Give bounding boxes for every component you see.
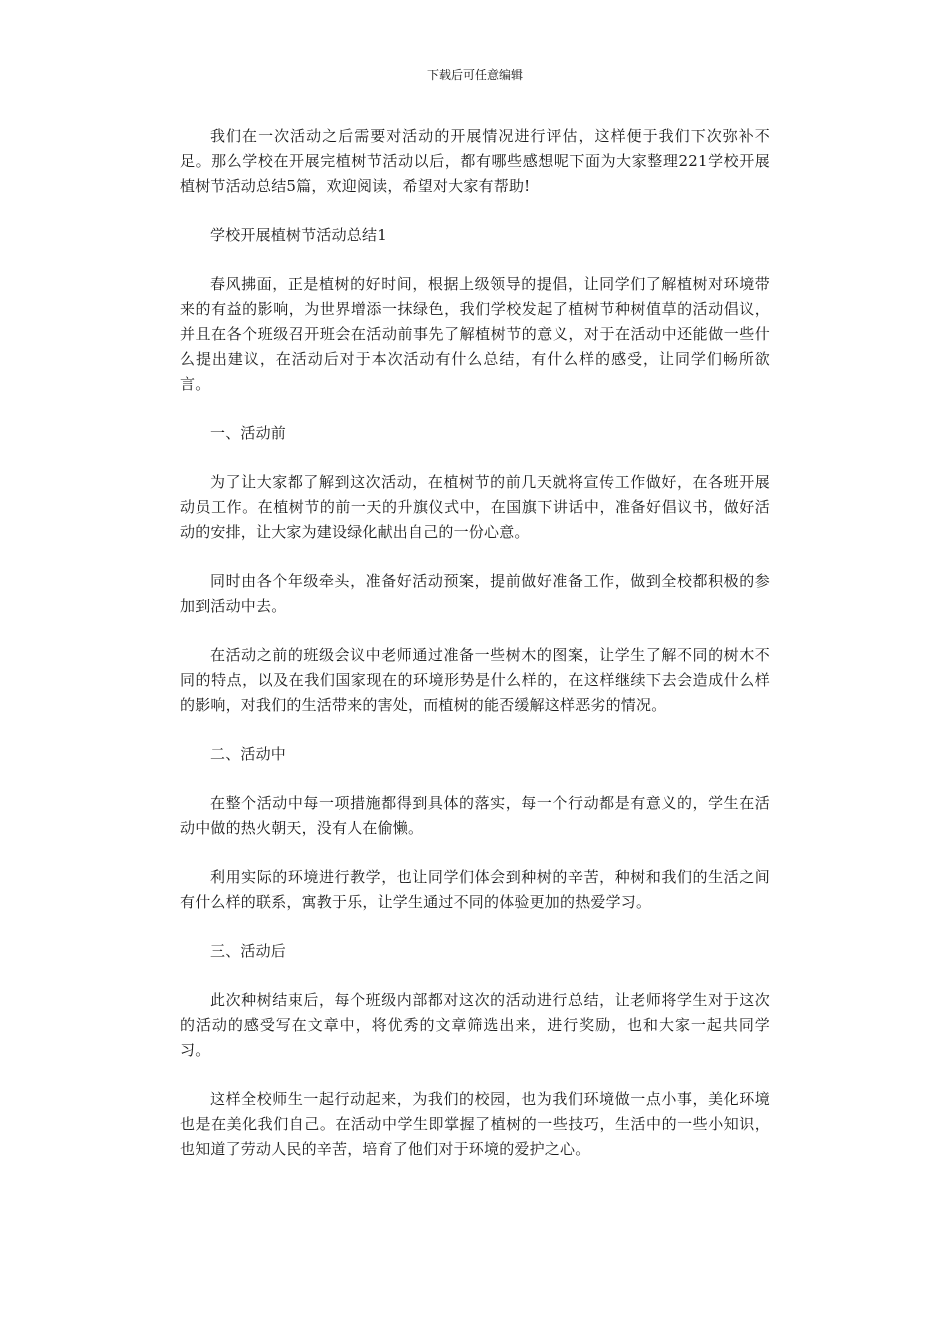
paragraph: 在整个活动中每一项措施都得到具体的落实，每一个行动都是有意义的，学生在活动中做的热火朝天，没有人在偷懒。: [180, 794, 770, 837]
paragraph: 同时由各个年级牵头，准备好活动预案，提前做好准备工作，做到全校都积极的参加到活动中去。: [180, 572, 770, 615]
document-body: [180, 124, 770, 1186]
paragraph: 春风拂面，正是植树的好时间，根据上级领导的提倡，让同学们了解植树对环境带来的有益的影响，为世界增添一抹绿色，我们学校发起了植树节种树值草的活动倡议，并且在各个班级召开班会在活动前事先了解植树节的意义，对于在活动中还能做一些什么提出建议，在活动后对于本次活动有什么总结，有什么样的感受，让同学们畅所欲言。: [180, 275, 770, 393]
section-heading-during: 二、活动中: [210, 745, 287, 763]
intro-paragraph: 我们在一次活动之后需要对活动的开展情况进行评估，这样便于我们下次弥补不足。那么学校在开展完植树节活动以后，都有哪些感想呢下面为大家整理221学校开展植树节活动总结5篇，欢迎阅读，希望对大家有帮助!: [180, 127, 770, 195]
section-heading-before: 一、活动前: [210, 424, 287, 442]
page-header-note: 下载后可任意编辑: [426, 68, 523, 82]
paragraph: 利用实际的环境进行教学，也让同学们体会到种树的辛苦，种树和我们的生活之间有什么样的联系，寓教于乐，让学生通过不同的体验更加的热爱学习。: [180, 868, 770, 911]
section-title: 学校开展植树节活动总结1: [210, 226, 387, 244]
paragraph: 这样全校师生一起行动起来，为我们的校园，也为我们环境做一点小事，美化环境也是在美化我们自己。在活动中学生即掌握了植树的一些技巧，生活中的一些小知识，也知道了劳动人民的辛苦，培育了他们对于环境的爱护之心。: [180, 1090, 770, 1158]
paragraph: 为了让大家都了解到这次活动，在植树节的前几天就将宣传工作做好，在各班开展动员工作。在植树节的前一天的升旗仪式中，在国旗下讲话中，准备好倡议书，做好活动的安排，让大家为建设绿化献出自己的一份心意。: [180, 473, 770, 541]
section-heading-after: 三、活动后: [210, 942, 287, 960]
paragraph: 在活动之前的班级会议中老师通过准备一些树木的图案，让学生了解不同的树木不同的特点，以及在我们国家现在的环境形势是什么样的，在这样继续下去会造成什么样的影响，对我们的生活带来的害处，而植树的能否缓解这样恶劣的情况。: [180, 646, 770, 714]
paragraph: 此次种树结束后，每个班级内部都对这次的活动进行总结，让老师将学生对于这次的活动的感受写在文章中，将优秀的文章筛选出来，进行奖励，也和大家一起共同学习。: [180, 991, 770, 1059]
